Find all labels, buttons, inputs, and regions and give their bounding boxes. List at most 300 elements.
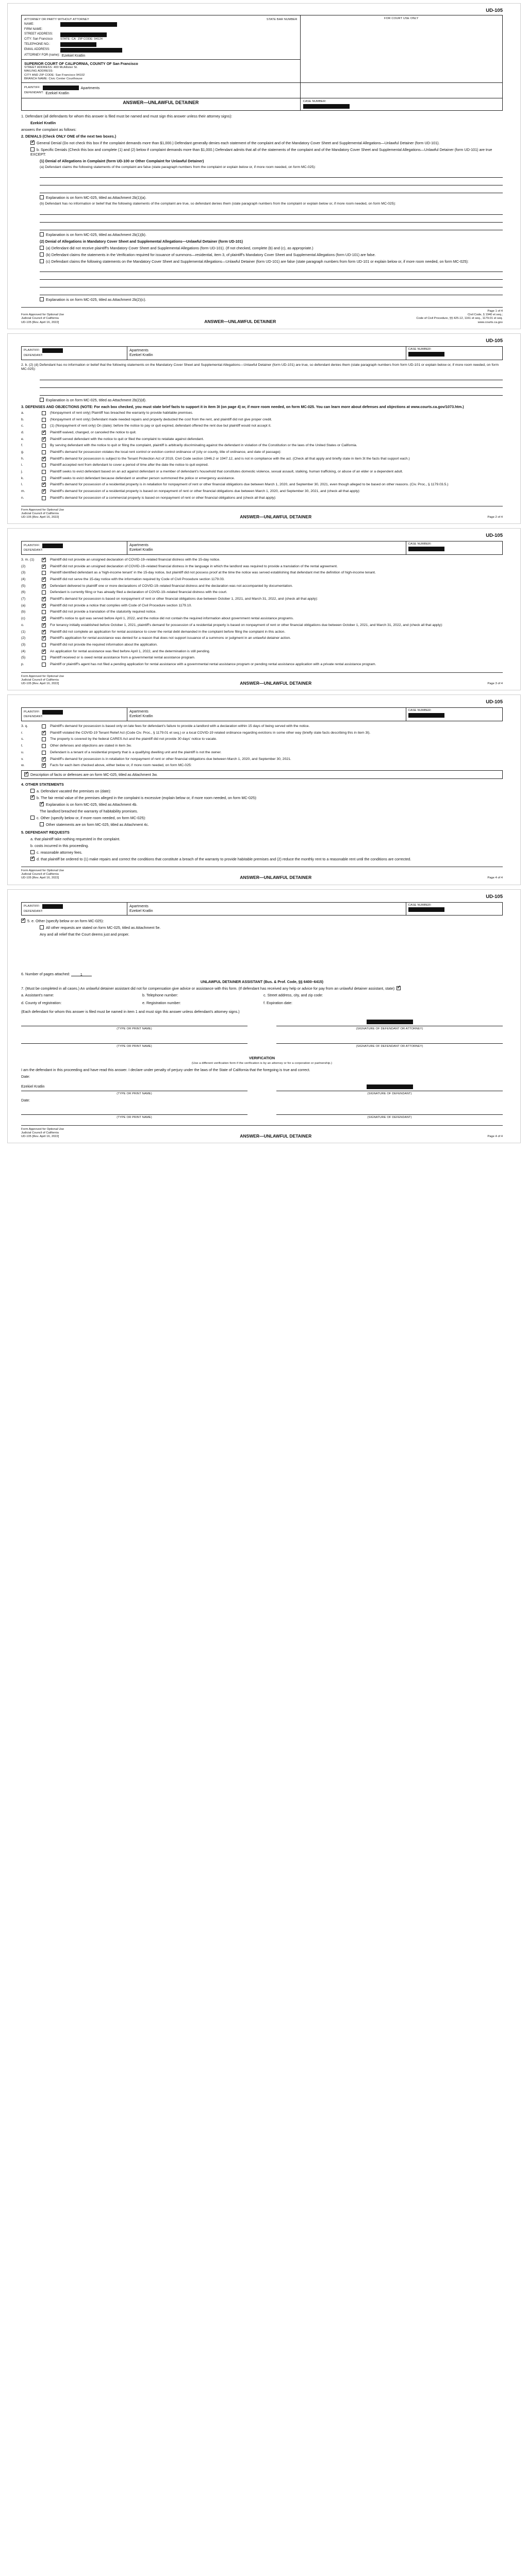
plaintiff-value: Apartments (129, 709, 148, 714)
defense-item (21, 764, 503, 768)
type-name-label-3: (TYPE OR PRINT NAME) (117, 1092, 152, 1096)
defense-checkbox[interactable] (42, 656, 46, 660)
page-4-header (21, 707, 503, 721)
page-5 (7, 889, 521, 1144)
defense-item-key: (c) (21, 617, 25, 621)
defense-checkbox[interactable] (42, 724, 46, 728)
defense-checkbox[interactable] (42, 444, 46, 448)
defense-checkbox[interactable] (42, 457, 46, 461)
defense-item (21, 470, 503, 474)
defense-item (21, 617, 503, 621)
defendant-value: Ezekiel Kratlin (129, 908, 153, 913)
p5e-fact: Any and all relief that the Court deems just and proper. (40, 932, 129, 937)
lines-2b1a (21, 172, 503, 193)
plaintiff-value: Apartments (129, 903, 148, 908)
defense-item-key: (a) (21, 603, 26, 607)
page-no: Page 3 of 4 (487, 682, 503, 686)
defense-item (21, 457, 503, 462)
p4c: c. Other (specify below or, if more room needed, on form MC-025): (37, 815, 146, 820)
checkbox-5c[interactable] (30, 850, 35, 854)
defense-checkbox[interactable] (42, 757, 46, 761)
defense-item-text: Plaintiff did not provide a notice that complies with Code of Civil Procedure section 1179.10. (50, 603, 192, 607)
checkbox-2b1b-cont[interactable] (40, 232, 44, 236)
type-name-label: (TYPE OR PRINT NAME) (117, 1027, 152, 1031)
checkbox-2b2b[interactable] (40, 252, 44, 257)
defense-checkbox[interactable] (42, 751, 46, 755)
checkbox-2b2a[interactable] (40, 246, 44, 250)
defense-item-text: (Nonpayment of rent only) Plaintiff has breached the warranty to provide habitable premises. (50, 411, 193, 415)
page-no: Page 4 of 4 (487, 1135, 503, 1138)
defense-item-key: v. (21, 757, 24, 761)
defense-item (21, 663, 503, 667)
checkbox-2b2c[interactable] (40, 259, 44, 263)
page-3-header (21, 541, 503, 555)
defense-item (21, 636, 503, 641)
redacted-case-number (408, 907, 444, 912)
attorney-label: ATTORNEY OR PARTY WITHOUT ATTORNEY (24, 18, 89, 21)
p4b-fact: The landlord breached the warranty of habitability promises. (40, 808, 138, 814)
p2b2a: (a) Defendant did not receive plaintiff's Mandatory Cover Sheet and Supplemental Allegations (form UD-101). (If not checked, complete (b) and (c), as appropriate.) (46, 245, 314, 250)
defense-item-key: (3) (21, 642, 26, 647)
defense-item-key: b. (21, 417, 24, 421)
p5d: d. that plaintiff be ordered to (1) make repairs and correct the conditions that constitute a breach of the warranty to provide habitable premises and (2) reduce the monthly rent to a reasonable rent until the conditions are corrected. (37, 856, 411, 861)
page-3 (7, 528, 521, 690)
defense-item-text: Plaintiff's demand for possession is based only on late fees for defendant's failure to provide a landlord with a declaration within 15 days of being served with the notice. (50, 724, 310, 728)
defense-item (21, 450, 503, 455)
redacted-plaintiff (43, 86, 79, 90)
defense-item-text: Plaintiff accepted rent from defendant to cover a period of time after the date the notice to quit expired. (50, 463, 209, 467)
defense-item (21, 424, 503, 429)
defense-item-text: Plaintiff waived, changed, or canceled the notice to quit. (50, 430, 137, 434)
p5-title: 5. DEFENDANT REQUESTS (21, 829, 70, 835)
defense-checkbox[interactable] (42, 636, 46, 640)
p6-value: 1 (71, 972, 92, 976)
p5e-cont: All other requests are stated on form MC-025, titled as Attachment 5e. (46, 925, 161, 930)
defense-checkbox[interactable] (42, 731, 46, 735)
p2b2d: 2. b. (2) (d) Defendant has no information or belief that the following statements on the Mandatory Cover Sheet and Supplemental Allegations—Unlawful Detainer (form UD-101) are true, so defendant denies them (state paragraph numbers from form UD-101 or explain below or, if more room needed, on form MC-025): (21, 363, 499, 371)
defense-item-key: j. (21, 470, 23, 474)
defense-item-text: Plaintiff's demand for possession of a residential property is based on nonpayment of rent or other financial obligations due between March 1, 2020, and September 30, 2021, and (check all that apply): (50, 489, 360, 494)
form-title: ANSWER—UNLAWFUL DETAINER (22, 98, 301, 110)
sig-def-label: (SIGNATURE OF DEFENDANT) (367, 1092, 412, 1096)
case-number-label: CASE NUMBER: (408, 347, 432, 351)
form-id: UD-105 (486, 8, 503, 13)
footer-rev: Form Approved for Optional Use Judicial Council of California UD-105 [Rev. April 16, 2022] (21, 869, 64, 880)
defense-checkbox[interactable] (42, 496, 46, 500)
defense-checkbox[interactable] (42, 590, 46, 595)
defense-item (21, 737, 503, 742)
p1b: answers the complaint as follows: (21, 127, 77, 132)
footer-4 (21, 867, 503, 880)
page-2-header (21, 346, 503, 360)
defense-item-key: 3. q. (21, 724, 28, 728)
defense-item-key: (4) (21, 578, 26, 582)
document-stack (0, 0, 528, 1153)
defense-item-text: Plaintiff did not complete an application for rental assistance to cover the rental debt demanded in the complaint before filing the complaint in this action. (50, 630, 286, 634)
defendant-value: Ezekiel Kratlin (129, 547, 153, 552)
defense-item-key: (b) (21, 610, 26, 614)
defendant-label: DEFENDANT: (24, 909, 43, 913)
form-id: UD-105 (486, 699, 503, 705)
page-no: Page 2 of 4 (487, 516, 503, 519)
attorney-for-label: ATTORNEY FOR (name): (24, 53, 60, 57)
defense-item-text: An application for rental assistance was filed before April 1, 2022, and the determination is still pending. (50, 649, 210, 653)
defense-item-text: Plaintiff did not serve the 15-day notice with the information required by Code of Civil Procedure section 1179.03. (50, 578, 225, 582)
redacted-phone (60, 42, 96, 47)
sig-def-label-2: (SIGNATURE OF DEFENDANT) (367, 1116, 412, 1120)
redacted-plaintiff (42, 710, 63, 715)
defense-checkbox[interactable] (42, 411, 46, 415)
defense-checkbox[interactable] (42, 630, 46, 634)
defense-item-key: g. (21, 450, 24, 454)
defendant-label: DEFENDANT: (24, 715, 43, 719)
checkbox-2b2d-cont[interactable] (40, 398, 44, 402)
defense-checkbox[interactable] (42, 437, 46, 442)
checkbox-4b-cont[interactable] (40, 802, 44, 806)
form-id: UD-105 (486, 893, 503, 900)
defense-checkbox[interactable] (42, 424, 46, 428)
redacted-street (60, 32, 107, 37)
checkbox-4c[interactable] (30, 816, 35, 820)
defense-item-key: k. (21, 476, 24, 480)
defense-item (21, 418, 503, 422)
defense-item-key: (1) (21, 630, 26, 634)
signer-name: Ezekiel Kratlin (21, 1084, 248, 1091)
p2b1a-cont: Explanation is on form MC-025, titled as Attachment 2b(1)(a). (46, 195, 146, 200)
verification-text: I am the defendant in this proceeding and have read this answer. I declare under penalty of perjury under the laws of the State of California that the foregoing is true and correct. (21, 1067, 310, 1073)
checkbox-4c-cont[interactable] (40, 822, 44, 826)
defense-item (21, 590, 503, 595)
defense-item-text: Plaintiff seeks to evict defendant based on an act against defendant or a member of defendant's household that constitutes domestic violence, sexual assault, stalking, human trafficking, or abuse of an elder or a dependent adult. (50, 470, 403, 474)
defense-checkbox[interactable] (42, 571, 46, 575)
p2b1b-cont: Explanation is on form MC-025, titled as Attachment 2b(1)(b). (46, 232, 146, 237)
defense-item-key: t. (21, 744, 23, 748)
p1-name: Ezekiel Kratlin (30, 120, 56, 125)
defense-item-key: (5) (21, 656, 26, 660)
redacted-signature-2 (367, 1084, 413, 1089)
defense-item (21, 656, 503, 660)
defense-item (21, 489, 503, 494)
defendant-label: DEFENDANT: (24, 353, 43, 357)
defense-item-text: Plaintiff's demand for possession is subject to the Tenant Protection Act of 2019, Civil Code section 1946.2 or 1947.12, and is not in compliance with the act. (Check all that apply and briefly state in item 3t the facts that support each.) (50, 456, 410, 461)
redacted-plaintiff (42, 544, 63, 548)
defense-item-text: Plaintiff's demand for possession violates the local rent control or eviction control ordinance of (city or county, title of ordinance, and date of passage): (50, 450, 282, 454)
facts-note: Description of facts or defenses are on form MC-025, titled as Attachment 3w. (30, 772, 158, 777)
date-label-2: Date: (21, 1098, 30, 1103)
type-name-label-4: (TYPE OR PRINT NAME) (117, 1116, 152, 1120)
defense-checkbox[interactable] (42, 450, 46, 454)
checkbox-uda[interactable] (397, 986, 401, 990)
defendant-label: DEFENDANT: (24, 549, 43, 552)
verification-title: VERIFICATION (249, 1055, 275, 1060)
defense-item (21, 744, 503, 749)
defense-item-text: Plaintiff seeks to evict defendant because defendant or another person summoned the police or emergency assistance. (50, 476, 235, 480)
defense-item-text: For tenancy initially established before October 1, 2021, plaintiff's demand for possession of a residential property is based on nonpayment of rent or other financial obligations due between October 1, 2021, and March 31, 2022, and (check all that apply): (50, 623, 443, 627)
lines-2b2d (21, 374, 503, 396)
page-1 (7, 3, 521, 329)
redacted-signature (367, 1020, 413, 1024)
defense-checkbox[interactable] (42, 489, 46, 494)
defense-item-text: Plaintiff did not provide an unsigned declaration of COVID-19–related financial distress in the language in which the landlord was required to provide a translation of the rental agreement. (50, 564, 338, 568)
defense-checkbox[interactable] (42, 597, 46, 601)
checkbox-2a[interactable] (30, 141, 35, 145)
sig-label-2: (SIGNATURE OF DEFENDANT OR ATTORNEY) (356, 1044, 423, 1048)
defense-item (21, 558, 503, 563)
defense-item-key: a. (21, 411, 24, 415)
p1: 1. Defendant (all defendants for whom this answer is filed must be named and must sign this answer unless their attorney signs): (21, 113, 233, 118)
defense-item-text: Plaintiff did not provide a translation of the statutorily required notice. (50, 610, 157, 614)
phone-label: TELEPHONE NO.: (24, 42, 51, 46)
defense-checkbox[interactable] (42, 744, 46, 748)
defense-item-text: Plaintiff's demand for possession is in retaliation for nonpayment of rent or other financial obligations due between March 1, 2020, and September 30, 2021. (50, 757, 291, 761)
defense-item (21, 623, 503, 628)
defense-item (21, 751, 503, 755)
defense-item-text: Plaintiff's notice to quit was served before April 1, 2022, and the notice did not contain the required information about government rental assistance programs. (50, 617, 294, 621)
uda-title: UNLAWFUL DETAINER ASSISTANT (Bus. & Prof. Code, §§ 6400–6415) (200, 979, 324, 985)
plaintiff-label: PLAINTIFF: (24, 544, 40, 547)
sig-label: (SIGNATURE OF DEFENDANT OR ATTORNEY) (356, 1027, 423, 1031)
defense-item-key: s. (21, 737, 24, 741)
email-label: EMAIL ADDRESS: (24, 48, 50, 52)
court-street: STREET ADDRESS: 400 McAllister St. (24, 66, 78, 70)
uda-e: e. Registration number: (142, 1001, 181, 1006)
defense-item-text: Defendant is a tenant of a residential property that is a qualifying dwelling unit and the plaintiff is not the owner. (50, 750, 222, 754)
defense-item-key: (4) (21, 649, 26, 653)
caption-block (21, 15, 503, 83)
defense-checkbox[interactable] (42, 663, 46, 667)
uda-text: 7. (Must be completed in all cases.) An unlawful detainer assistant did not for compensation give advice or assistance with this form. (If defendant has received any help or advice for pay from an unlawful detainer assistant, state): (21, 986, 395, 991)
defense-checkbox[interactable] (42, 584, 46, 588)
p4b-cont: Explanation is on form MC-025, titled as Attachment 4b. (46, 802, 138, 807)
case-number-label: CASE NUMBER: (408, 709, 432, 713)
defense-checkbox[interactable] (42, 470, 46, 474)
footer-title: ANSWER—UNLAWFUL DETAINER (240, 680, 312, 686)
p3: 3. DEFENSES AND OBJECTIONS (NOTE: For each box checked, you must state brief facts to support it in item 3t (on page 4) or, if more room needed, on form MC-025. You can learn more about defenses and objections at www.courts.ca.gov/1073.htm.) (21, 404, 464, 409)
page-2 (7, 333, 521, 524)
defense-item-key: f. (21, 444, 23, 448)
state-label: STATE: CA (60, 38, 76, 41)
defense-item (21, 431, 503, 435)
plaintiff-label: PLAINTIFF: (24, 905, 40, 908)
footer-1 (21, 307, 503, 325)
city-label: CITY: San Francisco (24, 38, 53, 41)
footer-right: Page 1 of 4 Civil Code, § 1940 et seq.; Code of Civil Procedure, §§ 425.12, 1161 et seq., 1179.01 et seq. www.courts.ca.gov (416, 309, 503, 324)
defense-item-text: (Nonpayment of rent only) Defendant made needed repairs and properly deducted the cost from the rent, and plaintiff did not give proper credit. (50, 417, 272, 421)
uda-b: b. Telephone number: (142, 993, 178, 998)
checkbox-2b[interactable] (30, 147, 35, 151)
redacted-case-number (408, 352, 444, 357)
checkbox-2b2c-cont[interactable] (40, 297, 44, 301)
footer-title: ANSWER—UNLAWFUL DETAINER (240, 514, 312, 519)
p2b2d-cont: Explanation is on form MC-025, titled as Attachment 2b(2)(d). (46, 397, 146, 402)
checkbox-5d[interactable] (30, 857, 35, 861)
defense-item-text: The property is covered by the federal CARES Act and the plaintiff did not provide 30 days' notice to vacate. (50, 737, 217, 741)
redacted-plaintiff (42, 904, 63, 909)
redacted-case-number (408, 547, 444, 551)
defense-item (21, 724, 503, 729)
defense-item-text: Plaintiff's demand for possession is based on nonpayment of rent or other financial obligations due between October 1, 2021, and March 31, 2022, and (check all that apply): (50, 597, 318, 601)
p4a: a. Defendant vacated the premises on (date): (37, 788, 111, 793)
date-label: Date: (21, 1074, 30, 1079)
plaintiff-label: PLAINTIFF: (24, 710, 40, 714)
defense-item (21, 643, 503, 648)
footer-2 (21, 506, 503, 520)
p2: 2. DENIALS (Check ONLY ONE of the next two boxes.) (21, 133, 117, 139)
defense-item-text: By serving defendant with the notice to quit or filing the complaint, plaintiff is arbitrarily discriminating against the defendant in violation of the Constitution or the laws of the United States or California. (50, 444, 357, 448)
defense-checkbox[interactable] (42, 610, 46, 614)
defense-item-text: Plaintiff served defendant with the notice to quit or filed the complaint to retaliate against defendant. (50, 437, 204, 441)
defendant-value: Ezekiel Kratlin (129, 714, 153, 719)
defense-checkbox[interactable] (42, 477, 46, 481)
lines-2b1b (21, 209, 503, 230)
footer-3 (21, 672, 503, 686)
attorney-for-value: Ezekiel Kratlin (61, 53, 86, 58)
defense-item (21, 578, 503, 582)
p2b2b: (b) Defendant claims the statements in the Verification required for issuance of summons—residential, item 3, of plaintiff's Mandatory Cover Sheet and Supplemental Allegations (form UD-101) are false. (46, 252, 376, 257)
defense-item (21, 604, 503, 608)
p4b: b. The fair rental value of the premises alleged in the complaint is excessive (explain below or, if more room needed, on form MC-025): (37, 795, 257, 800)
defense-item-text: Plaintiff identified defendant as a 'high-income tenant' in the 15-day notice, but plaintiff did not possess proof at the time the notice was served establishing that defendant met the definition of high-income tenant. (50, 571, 376, 575)
sign-note: (Each defendant for whom this answer is filed must be named in item 1 and must sign this answer unless defendant's attorney signs.) (21, 1009, 240, 1014)
defendant-value: Ezekiel Kratlin (129, 352, 153, 357)
court-mailing: MAILING ADDRESS: (24, 70, 54, 73)
p5e: 5. e. Other (specify below or on form MC-025): (27, 919, 104, 924)
defense-item-key: i. (21, 463, 23, 467)
checkbox-5e[interactable] (21, 919, 25, 923)
defense-checkbox[interactable] (42, 558, 46, 562)
defendant-label: DEFENDANT: (24, 91, 44, 95)
defense-item-key: o. (21, 623, 24, 627)
checkbox-facts-note[interactable] (24, 772, 28, 776)
checkbox-4b[interactable] (30, 795, 35, 800)
zip-label: ZIP CODE: 94124 (78, 38, 103, 41)
defense-checkbox[interactable] (42, 565, 46, 569)
p6: 6. Number of pages attached: (21, 972, 70, 977)
p2b2c-cont: Explanation is on form MC-025, titled as Attachment 2b(2)(c). (46, 297, 146, 302)
defense-item (21, 496, 503, 501)
defense-item-text: Plaintiff's demand for possession of a residential property is in retaliation for nonpayment of rent or other financial obligations due between March 1, 2020, and September 30, 2021, even though alleged to be based on other reasons. (Civ. Proc., § 1179.03.5.) (50, 483, 449, 487)
defense-item-text: Plaintiff's application for rental assistance was denied for a reason that does not support issuance of a summons or judgment in an unlawful detainer action. (50, 636, 291, 640)
defense-item (21, 731, 503, 736)
defense-item-text: Plaintiff or plaintiff's agent has not filed a pending application for rental assistance with a governmental rental assistance program or pending rental assistance application with a private rental assistance program. (50, 662, 376, 666)
defenses-list-page-4 (21, 724, 503, 768)
footer-rev: Form Approved for Optional Use Judicial Council of California UD-105 [Rev. April 16, 2022] (21, 1127, 64, 1138)
checkbox-5e-cont[interactable] (40, 925, 44, 929)
sig-row-1 (21, 1019, 503, 1031)
defense-checkbox[interactable] (42, 463, 46, 467)
defense-checkbox[interactable] (42, 650, 46, 654)
p2b1b: (b) Defendant has no information or belief that the following statements of the complaint are true, so defendant denies them (state paragraph numbers from the complaint or explain below or, if more room needed, on form MC-025): (40, 202, 396, 206)
p2b1a: (a) Defendant claims the following statements of the complaint are false (state paragraph numbers from the complaint or explain below or, if more room needed, on form MC-025): (40, 165, 316, 169)
p2b2: (2) Denial of Allegations in Mandatory Cover Sheet and Supplemental Allegations—Unlawful Detainer (form UD-101) (40, 239, 243, 244)
page-5-header (21, 902, 503, 916)
defense-item-text: Defendant delivered to plaintiff one or more declarations of COVID-19–related financial distress and the declaration was not accompanied by documentation. (50, 584, 293, 588)
defense-checkbox[interactable] (42, 764, 46, 768)
defense-checkbox[interactable] (42, 737, 46, 741)
lines-2b2c (21, 266, 503, 295)
p5b: b. costs incurred in this proceeding. (30, 843, 89, 848)
checkbox-4a[interactable] (30, 789, 35, 793)
defense-item-text: Other defenses and objections are stated in item 3w. (50, 744, 132, 748)
defense-item (21, 757, 503, 762)
defense-item-key: d. (21, 430, 24, 434)
defense-checkbox[interactable] (42, 578, 46, 582)
defense-item-key: c. (21, 424, 24, 428)
defense-item-text: (1) (Nonpayment of rent only) On (date): before the notice to pay or quit expired, defendant offered the rent due but plaintiff would not accept it. (50, 424, 271, 428)
p2b2c: (c) Defendant claims the following statements on the Mandatory Cover Sheet and Supplemental Allegations—Unlawful Detainer (form UD-101) are false (state paragraph numbers from form UD-101 or explain below or, if more room needed, on form MC-025): (46, 259, 469, 264)
redacted-case-number (303, 104, 350, 109)
defense-checkbox[interactable] (42, 643, 46, 647)
defense-item-text: Plaintiff did not provide the required information about the application. (50, 642, 158, 647)
footer-5 (21, 1125, 503, 1139)
defense-item-key: l. (21, 483, 23, 487)
defense-item (21, 437, 503, 442)
p4-title: 4. OTHER STATEMENTS (21, 782, 64, 787)
p2b1: (1) Denial of Allegations in Complaint (form UD-100 or Other Complaint for Unlawful Detainer) (40, 158, 204, 163)
plaintiff-label: PLAINTIFF: (24, 86, 41, 89)
footer-rev: Form Approved for Optional Use Judicial Council of California UD-105 [Rev. April 16, 2022] (21, 674, 64, 686)
sig-row-2 (21, 1037, 503, 1048)
defense-item-key: (6) (21, 590, 26, 595)
page-4 (7, 694, 521, 885)
redacted-plaintiff (42, 348, 63, 353)
court-use-label: FOR COURT USE ONLY (384, 17, 419, 20)
defense-checkbox[interactable] (42, 418, 46, 422)
defense-item (21, 630, 503, 635)
defense-checkbox[interactable] (42, 483, 46, 487)
defense-checkbox[interactable] (42, 604, 46, 608)
defenses-list-page-3 (21, 558, 503, 667)
defense-item-text: Plaintiff violated the COVID-19 Tenant Relief Act (Code Civ. Proc., § 1179.01 et seq.) or a local COVID-19 related ordinance regarding evictions in some other way (briefly state facts describing this in item 3t). (50, 731, 371, 735)
redacted-case-number (408, 713, 444, 718)
defense-item (21, 444, 503, 448)
defense-item-key: 3. m. (1) (21, 557, 35, 562)
defense-checkbox[interactable] (42, 617, 46, 621)
defense-item-key: m. (21, 489, 25, 494)
plaintiff-value: Apartments (129, 543, 148, 548)
defense-checkbox[interactable] (42, 623, 46, 628)
p2a: General Denial (Do not check this box if the complaint demands more than $1,000.) Defendant generally denies each statement of the complaint and of the Mandatory Cover Sheet and Supplemental Allegations—Unlawful Detainer (form UD-101). (37, 140, 440, 145)
defense-item-key: (7) (21, 597, 26, 601)
form-id: UD-105 (486, 337, 503, 344)
defense-item-key: h. (21, 456, 24, 461)
p4c-cont: Other statements are on form MC-025, titled as Attachment 4c. (46, 822, 149, 827)
redacted-email (60, 48, 122, 53)
title-row (21, 98, 503, 111)
defense-item-key: r. (21, 731, 23, 735)
defense-item-text: Plaintiff did not provide an unsigned declaration of COVID-19–related financial distress with the 15-day notice. (50, 557, 221, 562)
defense-item-key: e. (21, 437, 24, 441)
defense-item-key: (5) (21, 584, 26, 588)
court-branch: BRANCH NAME: Civic Center Courthouse (24, 77, 82, 80)
plaintiff-label: PLAINTIFF: (24, 349, 40, 352)
uda-f: f. Expiration date: (263, 1001, 292, 1006)
case-number-label: CASE NUMBER: (303, 99, 326, 103)
name-label: NAME: (24, 22, 35, 26)
court-line: SUPERIOR COURT OF CALIFORNIA, COUNTY OF San Francisco (24, 61, 138, 66)
firm-label: FIRM NAME: (24, 27, 43, 31)
defenses-list-page-2 (21, 411, 503, 501)
type-name-label-2: (TYPE OR PRINT NAME) (117, 1044, 152, 1048)
street-label: STREET ADDRESS: (24, 32, 53, 36)
uda-grid (21, 993, 503, 1005)
checkbox-2b1a-cont[interactable] (40, 195, 44, 199)
footer-rev: Form Approved for Optional Use Judicial Council of California UD-105 [Rev. April 16, 2022] (21, 508, 64, 519)
verify-row-1 (21, 1084, 503, 1096)
defense-item-key: (3) (21, 571, 26, 575)
defense-checkbox[interactable] (42, 431, 46, 435)
verify-row-2 (21, 1108, 503, 1120)
